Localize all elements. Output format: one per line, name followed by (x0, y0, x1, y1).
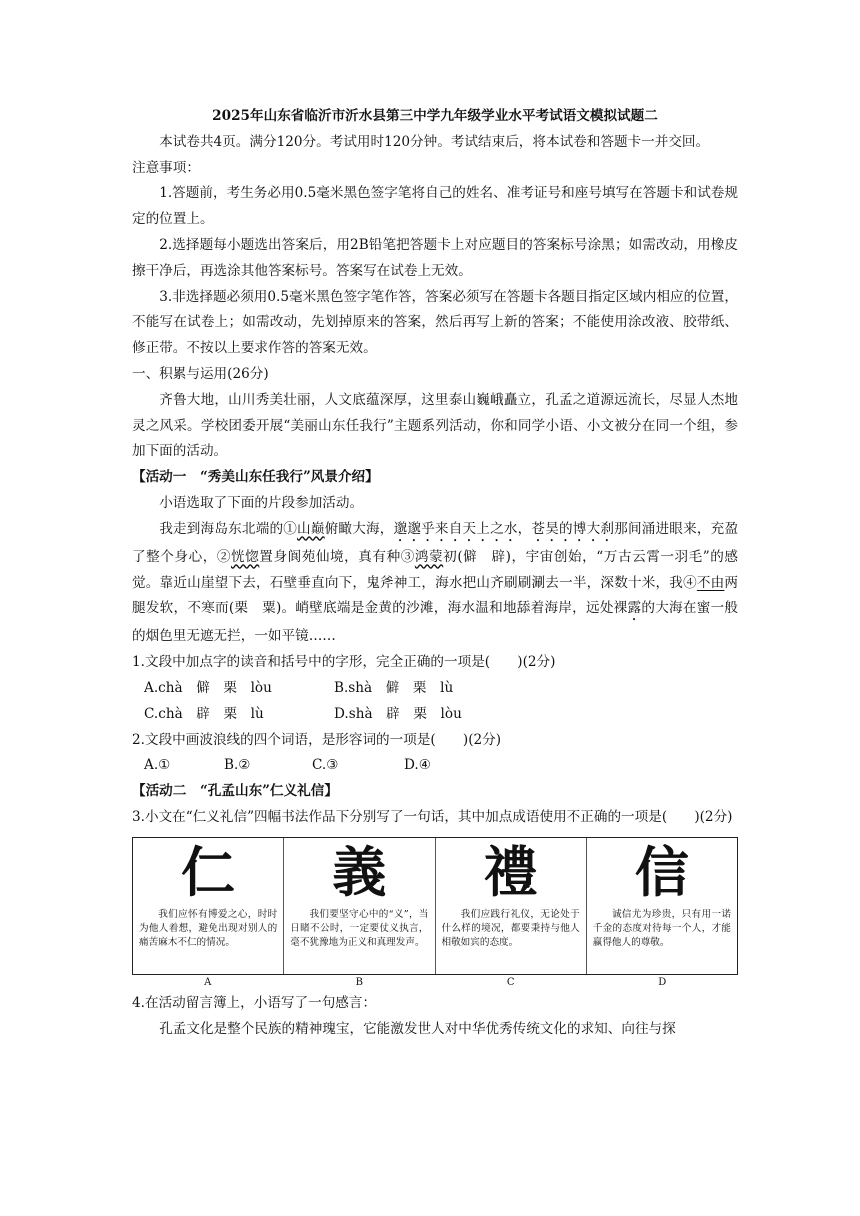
calligraphy-char: 信 (634, 839, 689, 904)
calligraphy-cell (436, 838, 587, 974)
figure-label: D (658, 976, 667, 988)
wavy-word: 恍惚 (231, 548, 260, 565)
activity-lead: 小语选取了下面的片段参加活动。 (159, 494, 364, 511)
question-text: 孔孟文化是整个民族的精神瑰宝，它能激发世人对中华优秀传统文化的求知、向往与探 (159, 1020, 676, 1037)
answer-options (132, 676, 738, 728)
option-a: A.chà 僻 栗 lòu (144, 679, 272, 696)
option-d: D.④ (404, 757, 431, 774)
cell-text: 我们要坚守心中的“义”，当日睹不公时，一定要仗义执言，毫不犹豫地为正义和真理发声。 (290, 908, 429, 948)
wavy-word: 不由 (696, 574, 725, 591)
option-c: C.③ (312, 757, 339, 774)
calligraphy-cell (133, 838, 284, 974)
option-b: B.② (224, 757, 251, 774)
dotted-char: 刹 (600, 520, 615, 537)
notice-item: 3.非选择题必须用0.5毫米黑色签字笔作答，答案必须写在答题卡各题目指定区域内相应的位置，不能写在试卷上；如需改动，先划掉原来的答案，然后再写上新的答案；不能使用涂改液、胶带纸、修正带。不按以上要求作答的答案无效。 (132, 288, 738, 357)
cell-text: 我们应怀有博爱之心，时时为他人着想，避免出现对别人的痛苦麻木不仁的情况。 (139, 908, 278, 948)
dotted-char: 邈邈乎来自天上之水，苍昊的博大 (393, 520, 601, 537)
cell-text: 我们应践行礼仪，无论处于什么样的境况，都要秉持与他人相敬如宾的态度。 (441, 908, 580, 948)
figure-label: B (355, 976, 363, 988)
wavy-word: 鸿蒙 (414, 548, 444, 565)
figure-label: C (506, 976, 515, 988)
calligraphy-cell (284, 838, 435, 974)
figure-label: A (204, 976, 212, 988)
option-b: B.shà 僻 栗 lù (334, 679, 454, 696)
calligraphy-cell (587, 838, 737, 974)
dotted-char: 露 (627, 600, 642, 617)
option-c: C.chà 辟 栗 lù (144, 705, 264, 722)
notice-heading: 注意事项： (132, 159, 200, 176)
option-d: D.shà 辟 栗 lòu (334, 705, 462, 722)
page-title: 2025年山东省临沂市沂水县第三中学九年级学业水平考试语文模拟试题二 (212, 108, 658, 124)
question-stem: 1.文段中加点字的读音和括号中的字形，完全正确的一项是( )(2分) (132, 654, 556, 671)
intro-text: 本试卷共4页。满分120分。考试用时120分钟。考试结束后，将本试卷和答题卡一并交回。 (159, 133, 710, 150)
calligraphy-figure (132, 837, 738, 975)
option-a: A.① (144, 757, 171, 774)
notice-item: 1.答题前，考生务必用0.5毫米黑色签字笔将自己的姓名、准考证号和座号填写在答题卡和试卷规定的位置上。 (132, 185, 738, 228)
notice-item: 2.选择题每小题选出答案后，用2B铅笔把答题卡上对应题目的答案标号涂黑；如需改动，用橡皮擦干净后，再选涂其他答案标号。答案写在试卷上无效。 (132, 236, 738, 279)
calligraphy-char: 義 (332, 839, 387, 904)
figure-labels (132, 975, 738, 991)
reading-passage: 我走到海岛东北端的①山巅俯瞰大海，邈邈乎来自天上之水，苍昊的博大刹那间涌进眼来，充盈了整个身心，②恍惚置身阆苑仙境，真有种③鸿蒙初(僻 辟)，宇宙创始，“万古云霄一羽毛”的感觉。靠近山崖望下去，石壁垂直向下，鬼斧神工，海水把山齐刷刷涮去一半，深数十米，我④不由两腿发软，不寒而(栗 粟)。峭壁底端是金黄的沙滩，海水温和地舔着海岸，远处裸露的大海在蜜一般的烟色里无遮无拦，一如平镜…… (132, 520, 739, 645)
cell-text: 诚信尤为珍贵，只有用一诺千金的态度对待每一个人，才能赢得他人的尊敬。 (592, 908, 731, 948)
section-intro: 齐鲁大地，山川秀美壮丽，人文底蕴深厚，这里泰山巍峨矗立，孔孟之道源远流长，尽显人杰地灵之风采。学校团委开展“美丽山东任我行”主题系列活动，你和同学小语、小文被分在同一个组，参加下面的活动。 (132, 391, 738, 460)
question-stem: 2.文段中画波浪线的四个词语，是形容词的一项是( )(2分) (132, 731, 502, 748)
activity-heading: 【活动二 “孔孟山东”仁义礼信】 (132, 783, 338, 800)
question-stem: 4.在活动留言簿上，小语写了一句感言： (132, 994, 377, 1011)
activity-heading: 【活动一 “秀美山东任我行”风景介绍】 (132, 469, 379, 486)
answer-options (132, 753, 738, 779)
calligraphy-char: 禮 (483, 839, 538, 904)
calligraphy-char: 仁 (181, 839, 236, 904)
wavy-word: 山巅 (297, 520, 325, 537)
question-stem: 3.小文在“仁义礼信”四幅书法作品下分别写了一句话，其中加点成语使用不正确的一项是( )(2分) (132, 808, 733, 825)
exam-page (132, 100, 738, 1042)
section-heading: 一、积累与运用(26分) (132, 365, 269, 382)
